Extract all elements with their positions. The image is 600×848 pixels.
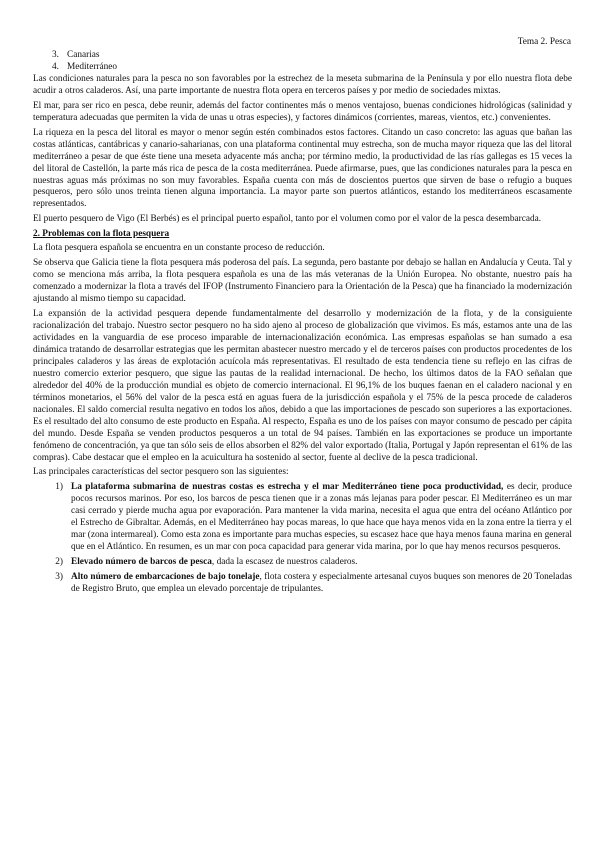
paragraph: La flota pesquera española se encuentra en un constante proceso de reducción. (33, 243, 325, 254)
characteristic-body (71, 572, 572, 596)
paragraph: El puerto pesquero de Vigo (El Berbés) es el principal puerto español, tanto por el volumen como por el valor de la pesca desembarcada. (33, 214, 542, 225)
list-item-text: Mediterráneo (67, 61, 118, 72)
characteristics-list (33, 482, 572, 596)
list-item (33, 62, 572, 74)
characteristic-body (71, 482, 572, 554)
region-list (33, 50, 572, 74)
characteristic-item (33, 482, 572, 554)
list-item-text: Canarias (67, 50, 100, 60)
paragraph: Las condiciones naturales para la pesca no son favorables por la estrechez de la meseta submarina de la Península y por ello nuestra flota debe acudir a otros caladeros. Así, una parte importante de nuestra flota opera en terceros países y por medio de sociedades mixtas. (33, 73, 572, 96)
characteristic-heading: Elevado número de barcos de pesca (71, 557, 212, 568)
page-header: Tema 2. Pesca (517, 37, 571, 47)
characteristic-item (33, 557, 572, 569)
section-title: 2. Problemas con la flota pesquera (33, 229, 170, 240)
list-item-number: 3. (52, 50, 59, 60)
characteristic-body (71, 557, 572, 569)
characteristic-text: , dada la escasez de nuestros caladeros. (211, 557, 358, 568)
paragraph: La riqueza en la pesca del litoral es mayor o menor según estén combinados estos factores. Citando un caso concreto: las aguas que bañan las costas atlánticas, cantábricas y canario-saharianas, con una plataforma continental muy estrecha, son de mucha mayor riqueza que las del litoral mediterráneo a pesar de que éste tiene una meseta adyacente más ancha; por término medio, la productividad de las rías gallegas es 15 veces la del litoral de Castellón, la parte más rica de pesca de la costa mediterránea. Puede afirmarse, pues, que las condiciones naturales para la pesca en nuestras aguas más próximas no son muy favorables. España cuenta con más de doscientos puertos que sirven de base o refugio a buques pesqueros, pero sólo unos treinta tienen alguna importancia. La mayor parte son puertos atlánticos, estando los mediterráneos escasamente representados. (33, 127, 572, 210)
list-item (33, 50, 572, 62)
characteristic-item (33, 572, 572, 596)
characteristic-heading: La plataforma submarina de nuestras costas es estrecha y el mar Mediterráneo tiene poca productividad, (71, 482, 504, 493)
paragraph: Las principales características del sector pesquero son las siguientes: (33, 467, 289, 478)
characteristic-heading: Alto número de embarcaciones de bajo tonelaje (71, 572, 260, 583)
paragraph: El mar, para ser rico en pesca, debe reunir, además del factor continentes más o menos ventajoso, buenas condiciones hidrológicas (salinidad y temperatura adecuadas que permiten la vida de unas u otras especies), y factores dinámicos (corrientes, mareas, vientos, etc.) convenientes. (33, 100, 572, 123)
characteristic-number: 2) (55, 557, 63, 568)
characteristic-text: es decir, produce pocos recursos marinos. Por eso, los barcos de pesca tienen que ir a zonas más lejanas para poder pescar. El Mediterráneo es un mar casi cerrado y pierde mucha agua por evaporación. Para mantener la vida marina, necesita el agua que entra del océano Atlántico por el Estrecho de Gibraltar. Además, en el Mediterráneo hay pocas mareas, lo que hace que haya menos vida en la zona entre la tierra y el mar (zona intermareal). Como esta zona es importante para muchas especies, su escasez hace que haya menos fauna marina en general que en el Atlántico. En resumen, es un mar con poca capacidad para generar vida marina, por lo que hay menos recursos pesqueros. (71, 482, 572, 553)
characteristic-number: 3) (55, 572, 63, 583)
characteristic-number: 1) (55, 482, 63, 493)
paragraph: La expansión de la actividad pesquera depende fundamentalmente del desarrollo y modernización de la flota, y de la consiguiente racionalización del trabajo. Nuestro sector pesquero no ha sido ajeno al proceso de globalización que vivimos. Es más, estamos ante una de las actividades en la vanguardia de ese proceso imparable de internacionalización económica. Las empresas españolas se han sumado a esa dinámica tratando de desarrollar estrategias que les permitan abastecer nuestro mercado y el de terceros países con productos procedentes de los principales caladeros y las áreas de explotación acuícola más representativas. El resultado de esta tendencia tiene su reflejo en las cifras de nuestro comercio exterior pesquero, que sigue las pautas de la realidad internacional. De hecho, los últimos datos de la FAO señalan que alrededor del 40% de la producción mundial es objeto de comercio internacional. El 96,1% de los buques faenan en el caladero nacional y en términos monetarios, el 56% del valor de la pesca está en aguas fuera de la jurisdicción española y el 75% de la pesca procede de caladeros nacionales. El saldo comercial resulta negativo en todos los años, debido a que las importaciones de pescado son superiores a las exportaciones. Es el resultado del alto consumo de este producto en España. Al respecto, España es uno de los países con mayor consumo de pescado per cápita del mundo. Desde España se venden productos pesqueros a un total de 94 países. También en las exportaciones se produce un importante fenómeno de concentración, ya que tan sólo seis de ellos absorben el 82% del valor exportado (Italia, Portugal y Japón representan el 61% de las compras). Cabe destacar que el empleo en la acuicultura ha sostenido al sector, fuente al declive de la pesca tradicional. (33, 309, 572, 463)
list-item-number: 4. (52, 61, 59, 72)
paragraph: Se observa que Galicia tiene la flota pesquera más poderosa del país. La segunda, pero bastante por debajo se hallan en Andalucía y Ceuta. Tal y como se menciona más arriba, la flota pesquera española es una de las más veteranas de la Unión Europea. No obstante, nuestro país ha comenzado a modernizar la flota a través del IFOP (Instrumento Financiero para la Orientación de la Pesca) que ha financiado la modernización ajustando al mismo tiempo su capacidad. (33, 258, 572, 305)
characteristic-text: , flota costera y especialmente artesanal cuyos buques son menores de 20 Toneladas de Registro Bruto, que emplea un elevado porcentaje de tripulantes. (71, 572, 572, 595)
